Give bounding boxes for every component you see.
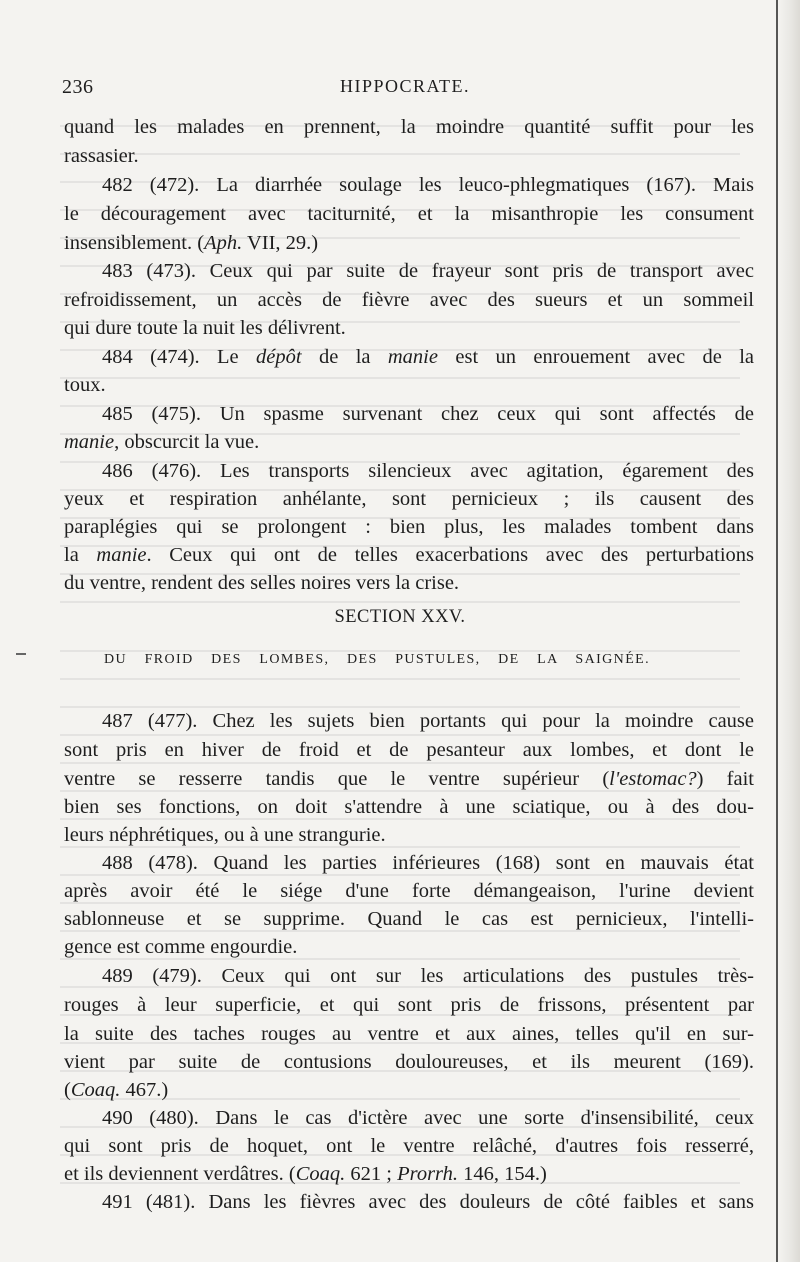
text-line: du ventre, rendent des selles noires vers la crise. bbox=[64, 572, 460, 594]
text-line: leurs néphrétiques, ou à une strangurie. bbox=[64, 824, 386, 846]
page-header bbox=[62, 76, 752, 102]
text-line: 486 (476). Les transports silencieux avec agitation, égarement des bbox=[102, 460, 754, 482]
text-line: sont pris en hiver de froid et de pesanteur aux lombes, et dont le bbox=[64, 739, 754, 761]
text-line: 487 (477). Chez les sujets bien portants qui pour la moindre cause bbox=[102, 710, 754, 732]
text-line: gence est comme engourdie. bbox=[64, 936, 298, 958]
text-line: 488 (478). Quand les parties inférieures (168) sont en mauvais état bbox=[102, 852, 754, 874]
text-line: ventre se resserre tandis que le ventre supérieur (l'estomac?) fait bbox=[64, 768, 754, 790]
margin-mark bbox=[16, 653, 26, 655]
text-line: 484 (474). Le dépôt de la manie est un enrouement avec de la bbox=[102, 346, 754, 368]
text-line: refroidissement, un accès de fièvre avec des sueurs et un sommeil bbox=[64, 289, 754, 311]
page-number: 236 bbox=[62, 76, 94, 98]
running-title: HIPPOCRATE. bbox=[340, 76, 471, 96]
text-line: manie, obscurcit la vue. bbox=[64, 431, 260, 453]
text-line: vient par suite de contusions douloureuses, et ils meurent (169). bbox=[64, 1051, 754, 1073]
section-title: SECTION XXV. bbox=[334, 607, 466, 627]
text-line: sablonneuse et se supprime. Quand le cas est pernicieux, l'intelli- bbox=[64, 908, 754, 930]
text-line: 490 (480). Dans le cas d'ictère avec une sorte d'insensibilité, ceux bbox=[102, 1107, 754, 1129]
text-line: 491 (481). Dans les fièvres avec des douleurs de côté faibles et sans bbox=[102, 1191, 754, 1213]
text-line: rassasier. bbox=[64, 145, 139, 167]
text-line: yeux et respiration anhélante, sont pernicieux ; ils causent des bbox=[64, 488, 754, 510]
text-line: après avoir été le siége d'une forte démangeaison, l'urine devient bbox=[64, 880, 754, 902]
text-line: 485 (475). Un spasme survenant chez ceux qui sont affectés de bbox=[102, 403, 754, 425]
text-line: la suite des taches rouges au ventre et aux aines, telles qu'il en sur- bbox=[64, 1023, 754, 1045]
text-line: paraplégies qui se prolongent : bien plus, les malades tombent dans bbox=[64, 516, 754, 538]
text-line: bien ses fonctions, on doit s'attendre à une sciatique, ou à des dou- bbox=[64, 796, 754, 818]
section-subtitle: DU FROID DES LOMBES, DES PUSTULES, DE LA SAIGNÉE. bbox=[104, 652, 650, 667]
text-line: insensiblement. (Aph. VII, 29.) bbox=[64, 232, 319, 254]
text-line: et ils deviennent verdâtres. (Coaq. 621 ; Prorrh. 146, 154.) bbox=[64, 1163, 547, 1185]
text-line: qui sont pris de hoquet, ont le ventre relâché, d'autres fois resserré, bbox=[64, 1135, 754, 1157]
text-line: rouges à leur superficie, et qui sont pris de frissons, présentent par bbox=[64, 994, 754, 1016]
text-line: 483 (473). Ceux qui par suite de frayeur sont pris de transport avec bbox=[102, 260, 754, 282]
binding-rule-line bbox=[776, 0, 778, 1262]
text-line: (Coaq. 467.) bbox=[64, 1079, 169, 1101]
page-edge-shadow bbox=[778, 0, 800, 1262]
text-line: 489 (479). Ceux qui ont sur les articulations des pustules très- bbox=[102, 965, 754, 987]
text-line: le découragement avec taciturnité, et la misanthropie les consument bbox=[64, 203, 754, 225]
text-line: quand les malades en prennent, la moindre quantité suffit pour les bbox=[64, 116, 754, 138]
text-line: qui dure toute la nuit les délivrent. bbox=[64, 317, 346, 339]
text-line: la manie. Ceux qui ont de telles exacerbations avec des perturbations bbox=[64, 544, 754, 566]
text-line: toux. bbox=[64, 374, 106, 396]
text-line: 482 (472). La diarrhée soulage les leuco-phlegmatiques (167). Mais bbox=[102, 174, 754, 196]
